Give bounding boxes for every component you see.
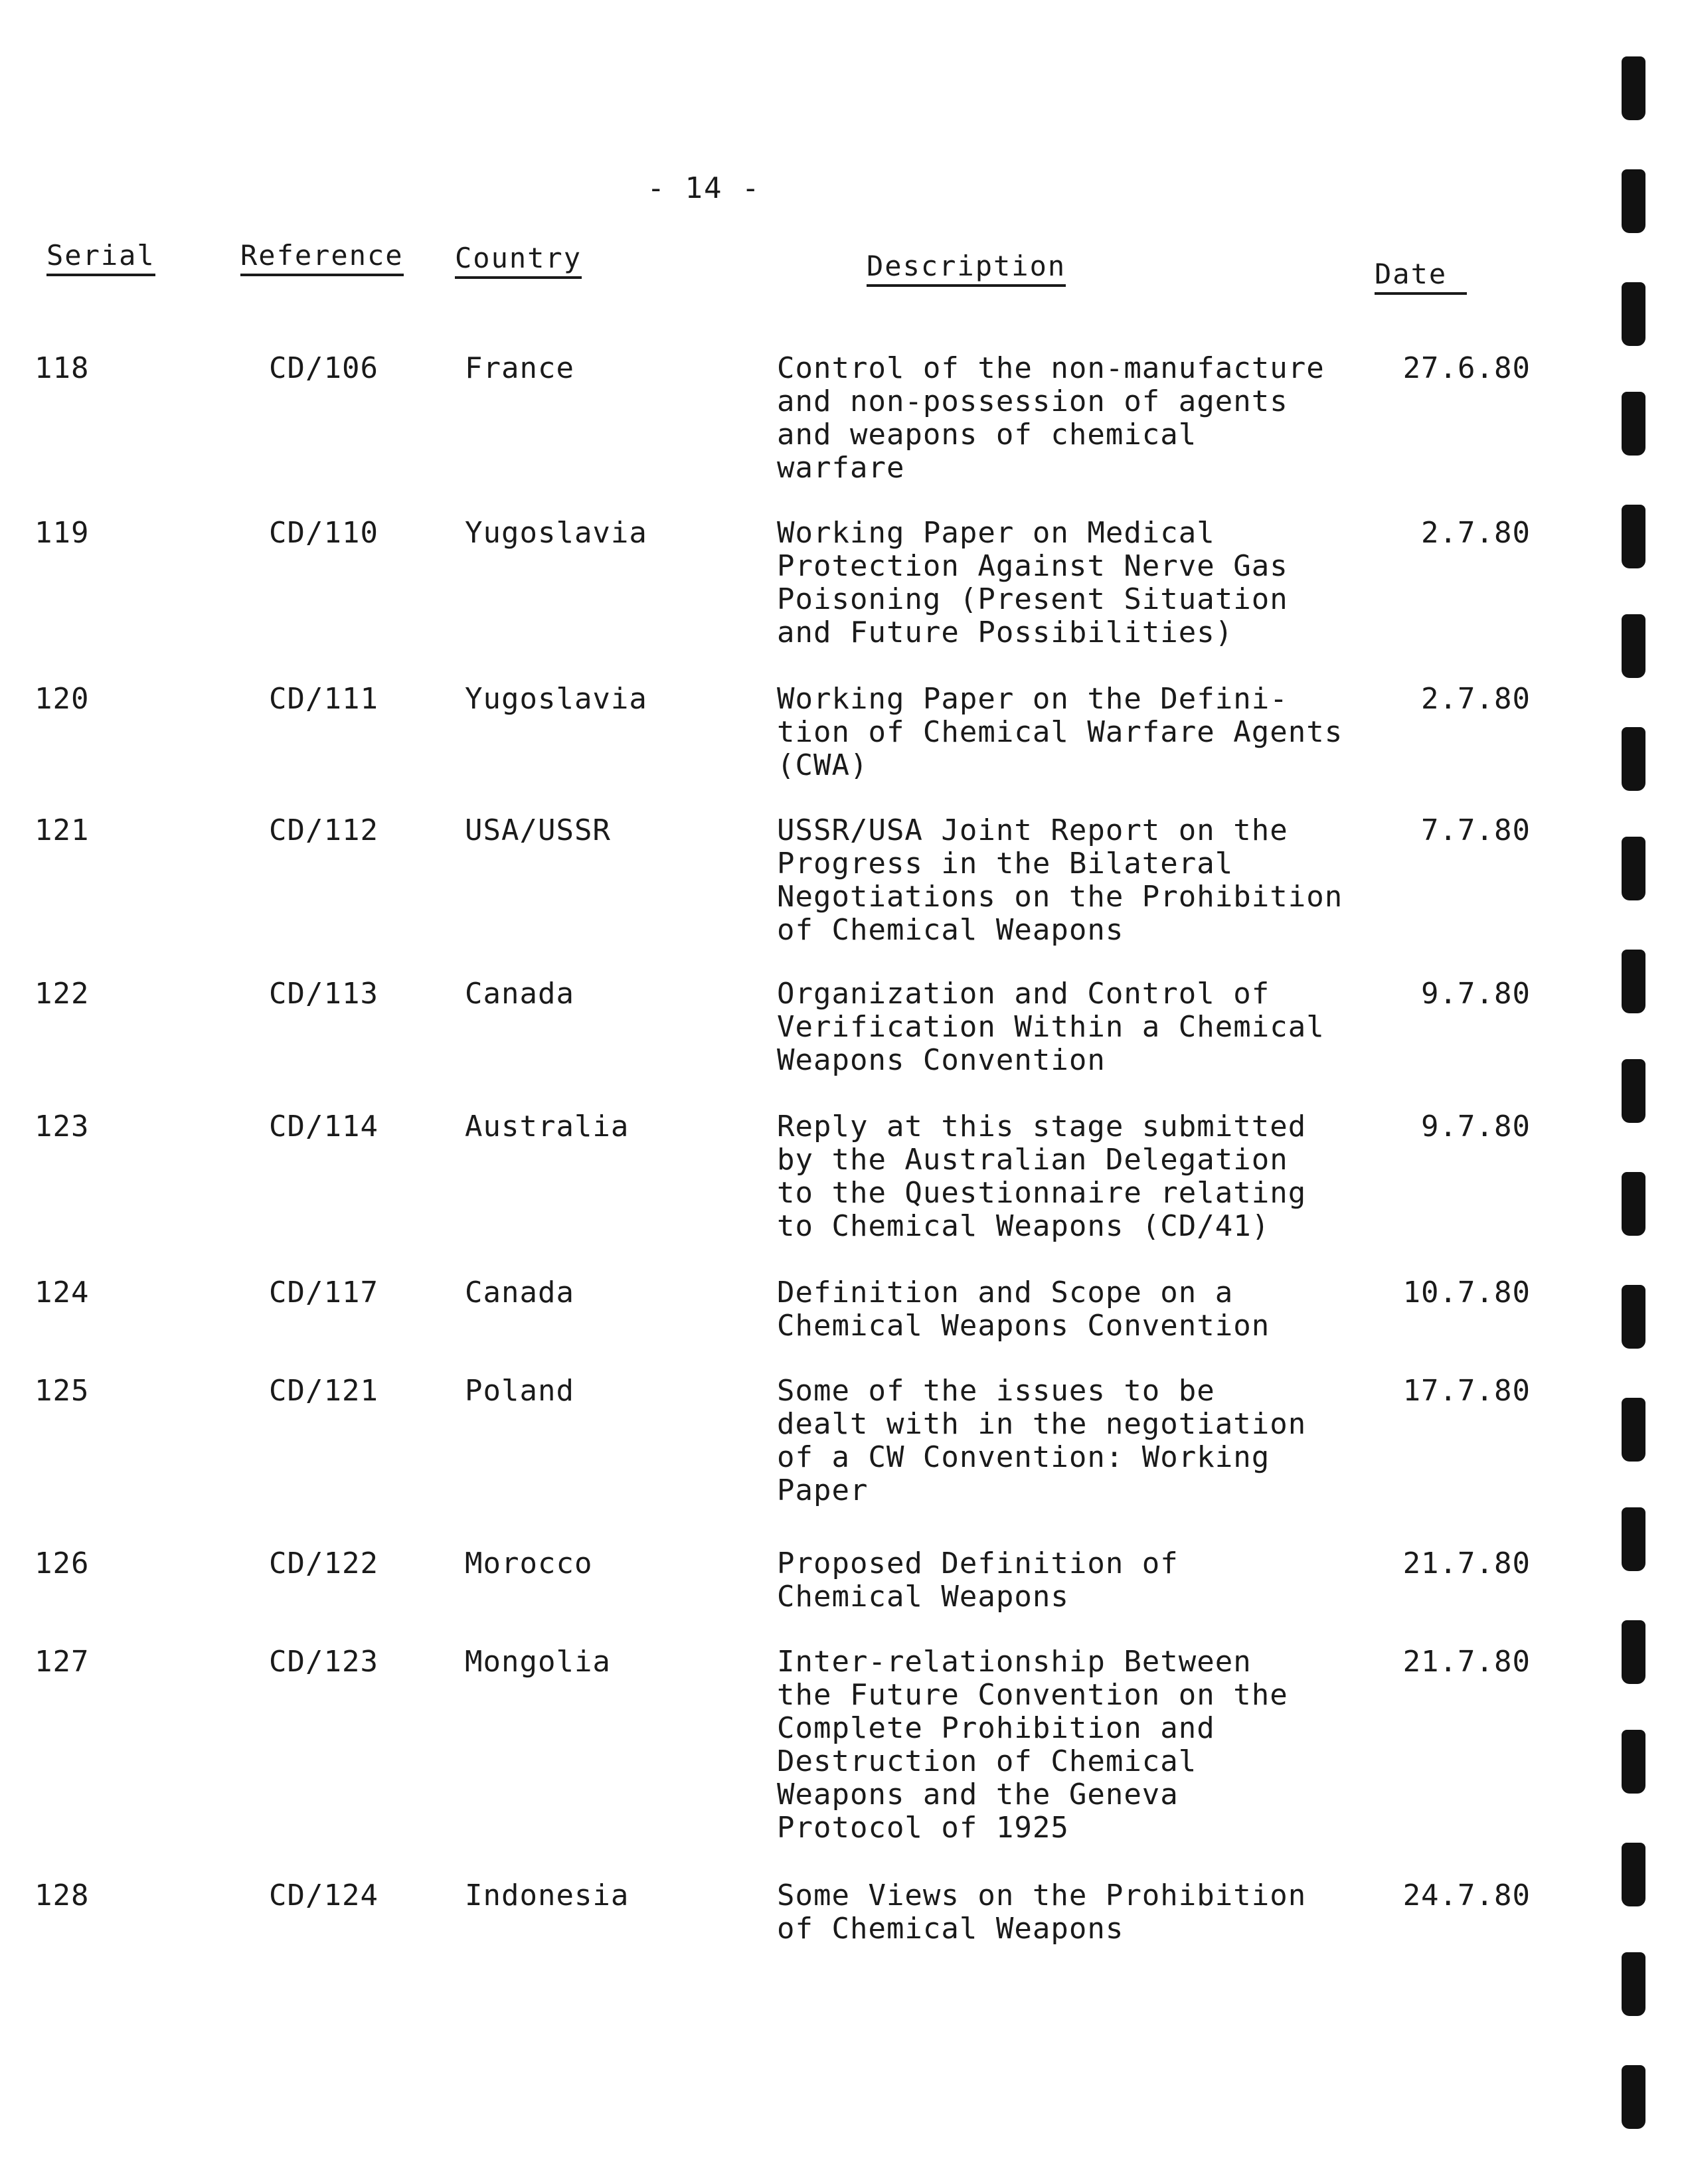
binding-ring-icon [1622, 56, 1645, 120]
date-cell: 27.6.80 [1402, 351, 1531, 385]
description-cell: Working Paper on the Defini- tion of Chemical Warfare Agents (CWA) [777, 682, 1343, 782]
table-row [0, 1645, 1594, 1845]
binding-ring-icon [1622, 837, 1645, 900]
country-cell: Morocco [465, 1547, 593, 1580]
binding-ring-icon [1622, 727, 1645, 791]
description-cell: Some Views on the Prohibition of Chemical Weapons [777, 1879, 1307, 1946]
table-row [0, 1110, 1594, 1243]
country-cell: Poland [465, 1374, 574, 1408]
header-date: Date [1375, 259, 1467, 295]
table-row [0, 516, 1594, 649]
binding-ring-icon [1622, 614, 1645, 678]
reference-cell: CD/110 [269, 516, 378, 550]
date-cell: 9.7.80 [1421, 1110, 1531, 1143]
binding-ring-icon [1622, 505, 1645, 568]
binding-ring-icon [1622, 282, 1645, 346]
country-cell: Mongolia [465, 1645, 611, 1679]
country-cell: Yugoslavia [465, 682, 647, 716]
date-cell: 10.7.80 [1402, 1276, 1531, 1309]
description-cell: Organization and Control of Verification Within a Chemical Weapons Convention [777, 977, 1325, 1077]
serial-cell: 120 [35, 682, 90, 716]
table-row [0, 351, 1594, 485]
date-cell: 24.7.80 [1402, 1879, 1531, 1912]
serial-cell: 122 [35, 977, 90, 1011]
reference-cell: CD/112 [269, 813, 378, 847]
description-cell: Inter-relationship Between the Future Convention on the Complete Prohibition and Destruction of Chemical Weapons and the Geneva Protocol of 1925 [777, 1645, 1288, 1845]
binding-ring-icon [1622, 1952, 1645, 2016]
table-row [0, 813, 1594, 947]
country-cell: Canada [465, 1276, 574, 1309]
header-serial: Serial [46, 240, 155, 276]
binding-ring-icon [1622, 2065, 1645, 2129]
serial-cell: 127 [35, 1645, 90, 1679]
description-cell: Control of the non-manufacture and non-possession of agents and weapons of chemical warfare [777, 351, 1325, 485]
serial-cell: 128 [35, 1879, 90, 1912]
date-cell: 9.7.80 [1421, 977, 1531, 1011]
country-cell: Canada [465, 977, 574, 1011]
date-cell: 17.7.80 [1402, 1374, 1531, 1408]
binding-ring-icon [1622, 1843, 1645, 1906]
serial-cell: 119 [35, 516, 90, 550]
binding-ring-icon [1622, 1172, 1645, 1236]
comb-binding [1614, 0, 1682, 2184]
reference-cell: CD/122 [269, 1547, 378, 1580]
binding-ring-icon [1622, 392, 1645, 456]
reference-cell: CD/123 [269, 1645, 378, 1679]
serial-cell: 126 [35, 1547, 90, 1580]
binding-ring-icon [1622, 1398, 1645, 1462]
country-cell: Australia [465, 1110, 630, 1143]
serial-cell: 121 [35, 813, 90, 847]
description-cell: Definition and Scope on a Chemical Weapons Convention [777, 1276, 1270, 1343]
reference-cell: CD/121 [269, 1374, 378, 1408]
date-cell: 7.7.80 [1421, 813, 1531, 847]
description-cell: Working Paper on Medical Protection Against Nerve Gas Poisoning (Present Situation and Future Possibilities) [777, 516, 1288, 649]
date-cell: 21.7.80 [1402, 1547, 1531, 1580]
binding-ring-icon [1622, 1507, 1645, 1571]
country-cell: USA/USSR [465, 813, 611, 847]
date-cell: 21.7.80 [1402, 1645, 1531, 1679]
reference-cell: CD/106 [269, 351, 378, 385]
description-cell: Some of the issues to be dealt with in the negotiation of a CW Convention: Working Paper [777, 1374, 1307, 1507]
country-cell: France [465, 351, 574, 385]
description-cell: Reply at this stage submitted by the Australian Delegation to the Questionnaire relating to Chemical Weapons (CD/41) [777, 1110, 1307, 1243]
serial-cell: 125 [35, 1374, 90, 1408]
serial-cell: 124 [35, 1276, 90, 1309]
reference-cell: CD/124 [269, 1879, 378, 1912]
page-number: - 14 - [647, 171, 761, 205]
table-row [0, 1879, 1594, 1946]
table-row [0, 977, 1594, 1077]
description-cell: USSR/USA Joint Report on the Progress in the Bilateral Negotiations on the Prohibition of Chemical Weapons [777, 813, 1343, 947]
binding-ring-icon [1622, 1059, 1645, 1123]
binding-ring-icon [1622, 950, 1645, 1013]
reference-cell: CD/113 [269, 977, 378, 1011]
country-cell: Yugoslavia [465, 516, 647, 550]
table-row [0, 1547, 1594, 1614]
header-description: Description [867, 251, 1066, 287]
header-reference: Reference [240, 240, 404, 276]
reference-cell: CD/114 [269, 1110, 378, 1143]
binding-ring-icon [1622, 1730, 1645, 1794]
table-row [0, 1276, 1594, 1343]
serial-cell: 118 [35, 351, 90, 385]
description-cell: Proposed Definition of Chemical Weapons [777, 1547, 1179, 1614]
country-cell: Indonesia [465, 1879, 630, 1912]
date-cell: 2.7.80 [1421, 516, 1531, 550]
table-row [0, 1374, 1594, 1507]
table-row [0, 682, 1594, 782]
binding-ring-icon [1622, 1620, 1645, 1684]
serial-cell: 123 [35, 1110, 90, 1143]
binding-ring-icon [1622, 169, 1645, 233]
binding-ring-icon [1622, 1285, 1645, 1349]
reference-cell: CD/117 [269, 1276, 378, 1309]
header-country: Country [455, 243, 582, 279]
reference-cell: CD/111 [269, 682, 378, 716]
date-cell: 2.7.80 [1421, 682, 1531, 716]
